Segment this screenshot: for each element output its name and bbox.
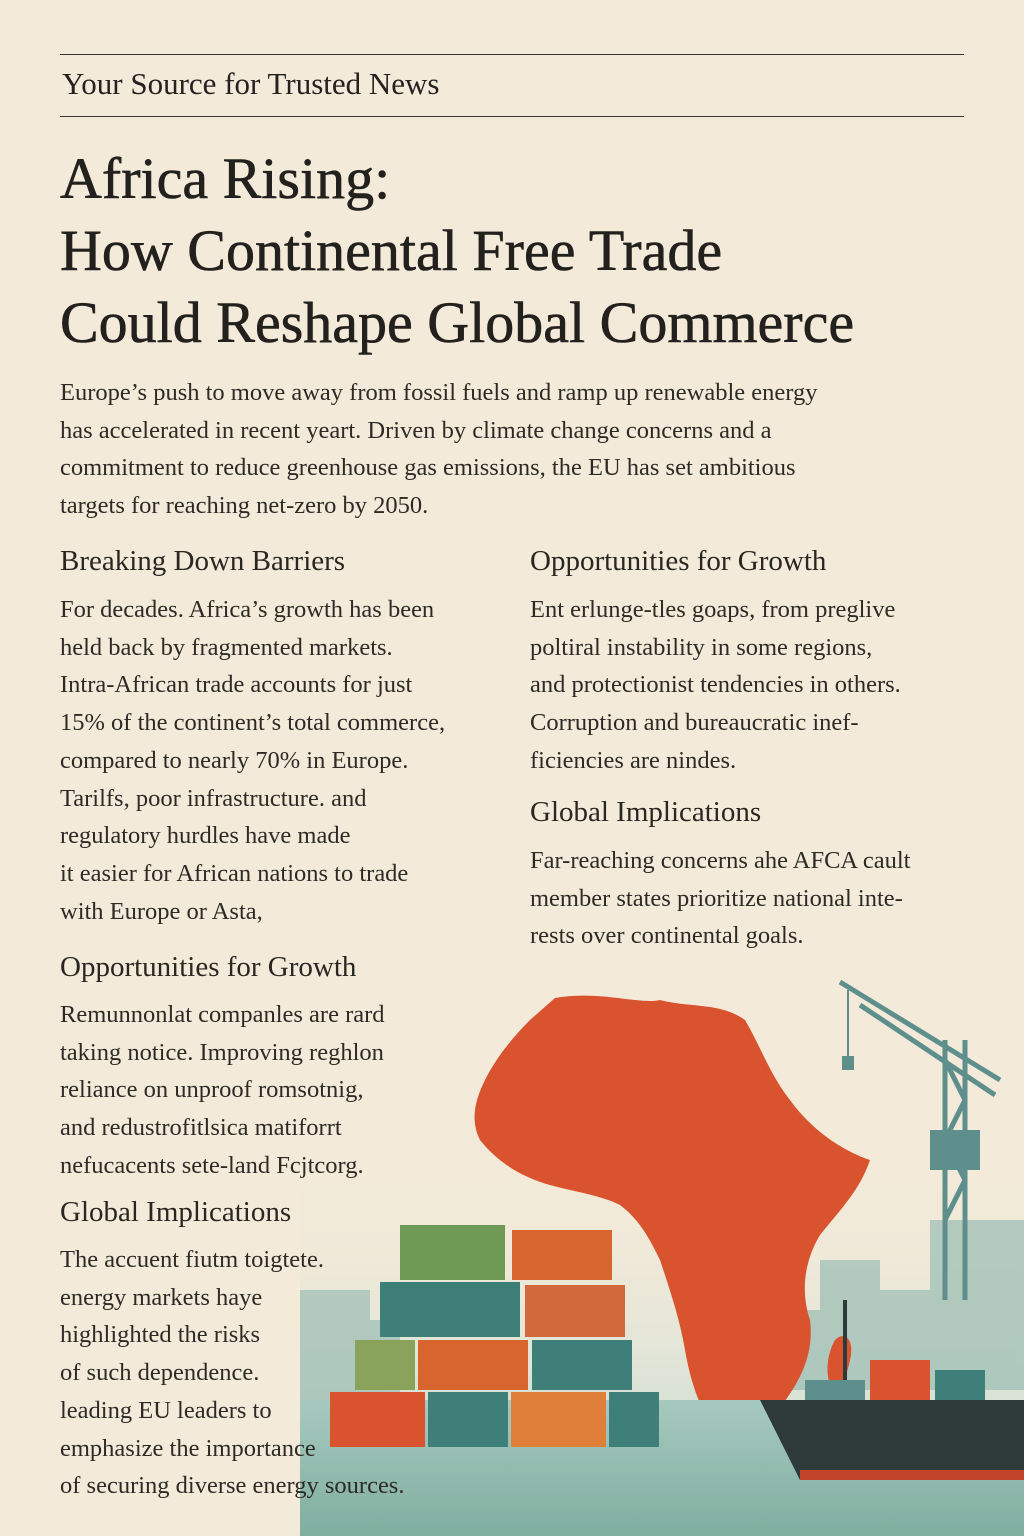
body-line: ficiencies are nindes. [530, 746, 737, 774]
lede-line: Europe’s push to move away from fossil fuels and ramp up renewable energy [60, 379, 818, 406]
section-body [60, 996, 460, 1185]
body-line: reliance on unproof romsotnig, [60, 1076, 364, 1104]
body-line: member states prioritize national inte- [530, 884, 903, 912]
body-line: The accuent fiutm toigtete. [60, 1246, 324, 1273]
body-line: Intra-African trade accounts for just [60, 671, 413, 699]
masthead-bottom-rule [60, 116, 964, 117]
body-line: poltiral instability in some regions, [530, 633, 873, 661]
lede-line: targets for reaching net-zero by 2050. [60, 491, 429, 519]
lede-line: has accelerated in recent yeart. Driven by climate change concerns and a [60, 416, 772, 444]
body-line: and redustrofitlsica matiforrt [60, 1114, 342, 1142]
body-line: Remunnonlat companles are rard [60, 1001, 385, 1028]
body-line: nefucacents sete-land Fcjtcorg. [60, 1151, 364, 1179]
body-line: Ent erlunge-tles goaps, from preglive [530, 596, 896, 623]
body-line: rests over continental goals. [530, 922, 804, 950]
section-heading-global-implications-left: Global Implications [60, 1196, 292, 1228]
masthead-top-rule [60, 54, 964, 55]
body-line: taking notice. Improving reghlon [60, 1038, 384, 1066]
body-line: held back by fragmented markets. [60, 633, 393, 661]
body-line: of such dependence. [60, 1359, 260, 1387]
body-line: Far-reaching concerns ahe AFCA cault [530, 847, 911, 874]
section-heading-opportunities-left: Opportunities for Growth [60, 951, 357, 983]
section-heading-opportunities-right: Opportunities for Growth [530, 545, 827, 577]
headline-line: Could Reshape Global Commerce [60, 290, 855, 355]
section-heading-breaking-down-barriers: Breaking Down Barriers [60, 545, 346, 577]
body-line: leading EU leaders to [60, 1396, 272, 1424]
body-line: of securing diverse energy sources. [60, 1472, 405, 1500]
section-body [60, 591, 510, 930]
section-body [530, 842, 970, 955]
body-line: energy markets haye [60, 1283, 263, 1311]
headline-line: Africa Rising: [60, 146, 391, 211]
masthead-tagline: Your Source for Trusted News [62, 66, 440, 101]
body-line: and protectionist tendencies in others. [530, 671, 901, 699]
section-body [60, 1241, 460, 1505]
body-line: For decades. Africa’s growth has been [60, 596, 435, 623]
body-line: regulatory hurdles have made [60, 822, 351, 850]
section-body [530, 591, 970, 780]
body-line: highlighted the risks [60, 1321, 261, 1349]
article-lede [60, 374, 970, 524]
lede-line: commitment to reduce greenhouse gas emissions, the EU has set ambitious [60, 454, 796, 481]
headline-line: How Continental Free Trade [60, 218, 723, 283]
body-line: Corruption and bureaucratic inef- [530, 709, 859, 737]
body-line: 15% of the continent’s total commerce, [60, 709, 446, 737]
crane-cab [930, 1130, 980, 1170]
article-headline [60, 143, 980, 359]
body-line: Tarilfs, poor infrastructure. and [60, 784, 367, 812]
body-line: emphasize the importance [60, 1434, 316, 1462]
body-line: with Europe or Asta, [60, 897, 263, 925]
body-line: it easier for African nations to trade [60, 859, 409, 887]
section-heading-global-implications-right: Global Implications [530, 796, 762, 828]
crane-hook [842, 1056, 854, 1070]
body-line: compared to nearly 70% in Europe. [60, 746, 409, 774]
